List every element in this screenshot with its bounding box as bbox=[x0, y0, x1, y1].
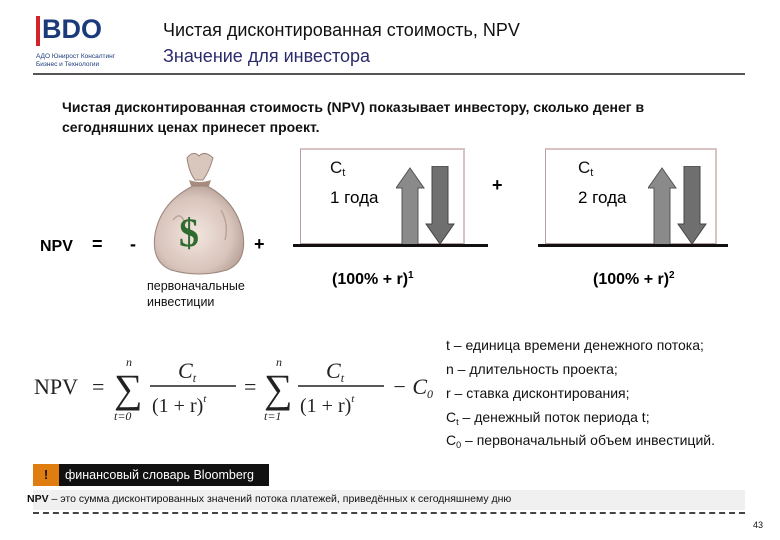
npv-formula bbox=[30, 350, 440, 430]
term2-year: 2 года bbox=[578, 188, 627, 207]
plus-sign-left: + bbox=[254, 234, 265, 254]
sum2-upper: n bbox=[276, 355, 282, 369]
sum1-lower: t=0 bbox=[114, 409, 132, 423]
frac2-num: Ct bbox=[326, 358, 345, 385]
sum1-upper: n bbox=[126, 355, 132, 369]
sum2-symbol: ∑ bbox=[264, 366, 293, 411]
frac1-den: $(1 + r)^t$ bbox=[152, 393, 207, 417]
fraction-line-2 bbox=[538, 244, 728, 247]
legend-n: n – длительность проекта; bbox=[446, 361, 618, 377]
dollar-sign: $ bbox=[179, 210, 199, 255]
formula-eq-2: = bbox=[244, 374, 257, 399]
term1-ct: $C_t$ bbox=[330, 158, 346, 179]
formula-eq-1: = bbox=[92, 374, 105, 399]
bdo-logo bbox=[36, 16, 102, 46]
equals-sign: = bbox=[92, 234, 103, 254]
logo-subtitle-line2: Бизнес и Технологии bbox=[36, 61, 100, 68]
header-divider bbox=[33, 73, 745, 75]
footer-dashed-line bbox=[33, 512, 745, 514]
legend-ct: $C_t$ – денежный поток периода t; bbox=[446, 409, 650, 427]
term2-denominator: $(100\% + r)^2$ bbox=[593, 270, 675, 288]
minus-sign: - bbox=[130, 234, 136, 254]
npv-label: NPV bbox=[40, 238, 73, 255]
legend-c0: $C_0$ – первоначальный объем инвестиций. bbox=[446, 432, 715, 450]
cashflow-arrows-icon-2 bbox=[648, 166, 710, 246]
cashflow-arrows-icon-1 bbox=[396, 166, 458, 246]
sum2-lower: t=1 bbox=[264, 409, 282, 423]
fraction-line-1 bbox=[293, 244, 488, 247]
logo-text: BDO bbox=[42, 14, 102, 44]
sum1-symbol: ∑ bbox=[114, 366, 143, 411]
page-number: 43 bbox=[753, 520, 764, 530]
term2-ct: $C_t$ bbox=[578, 158, 594, 179]
intro-text: Чистая дисконтированная стоимость (NPV) показывает инвестору, сколько денег в сегодняшних ценах принесет проект. bbox=[62, 99, 645, 135]
slide-subtitle: Значение для инвестора bbox=[163, 46, 371, 66]
formula-lhs: NPV bbox=[34, 374, 79, 399]
term1-denominator: $(100\% + r)^1$ bbox=[332, 270, 414, 288]
definition-text: NPV – это сумма дисконтированных значений потока платежей, приведённых к сегодняшнему дню bbox=[27, 493, 512, 505]
logo-subtitle-line1: АДО Юнирост Консалтинг bbox=[36, 53, 116, 60]
money-bag-icon bbox=[143, 150, 255, 275]
exclamation-icon: ! bbox=[33, 464, 59, 486]
legend-t: t – единица времени денежного потока; bbox=[446, 337, 704, 353]
slide-title: Чистая дисконтированная стоимость, NPV bbox=[163, 20, 520, 40]
frac2-den: $(1 + r)^t$ bbox=[300, 393, 355, 417]
legend-r: r – ставка дисконтирования; bbox=[446, 385, 630, 401]
formula-c0: − C0 bbox=[392, 374, 434, 401]
frac1-num: Ct bbox=[178, 358, 197, 385]
bloomberg-bar bbox=[33, 464, 269, 486]
bloomberg-label: финансовый словарь Bloomberg bbox=[59, 464, 269, 486]
plus-sign-middle: + bbox=[492, 175, 503, 195]
term1-year: 1 года bbox=[330, 188, 379, 207]
bag-caption: первоначальные инвестиции bbox=[147, 279, 245, 309]
